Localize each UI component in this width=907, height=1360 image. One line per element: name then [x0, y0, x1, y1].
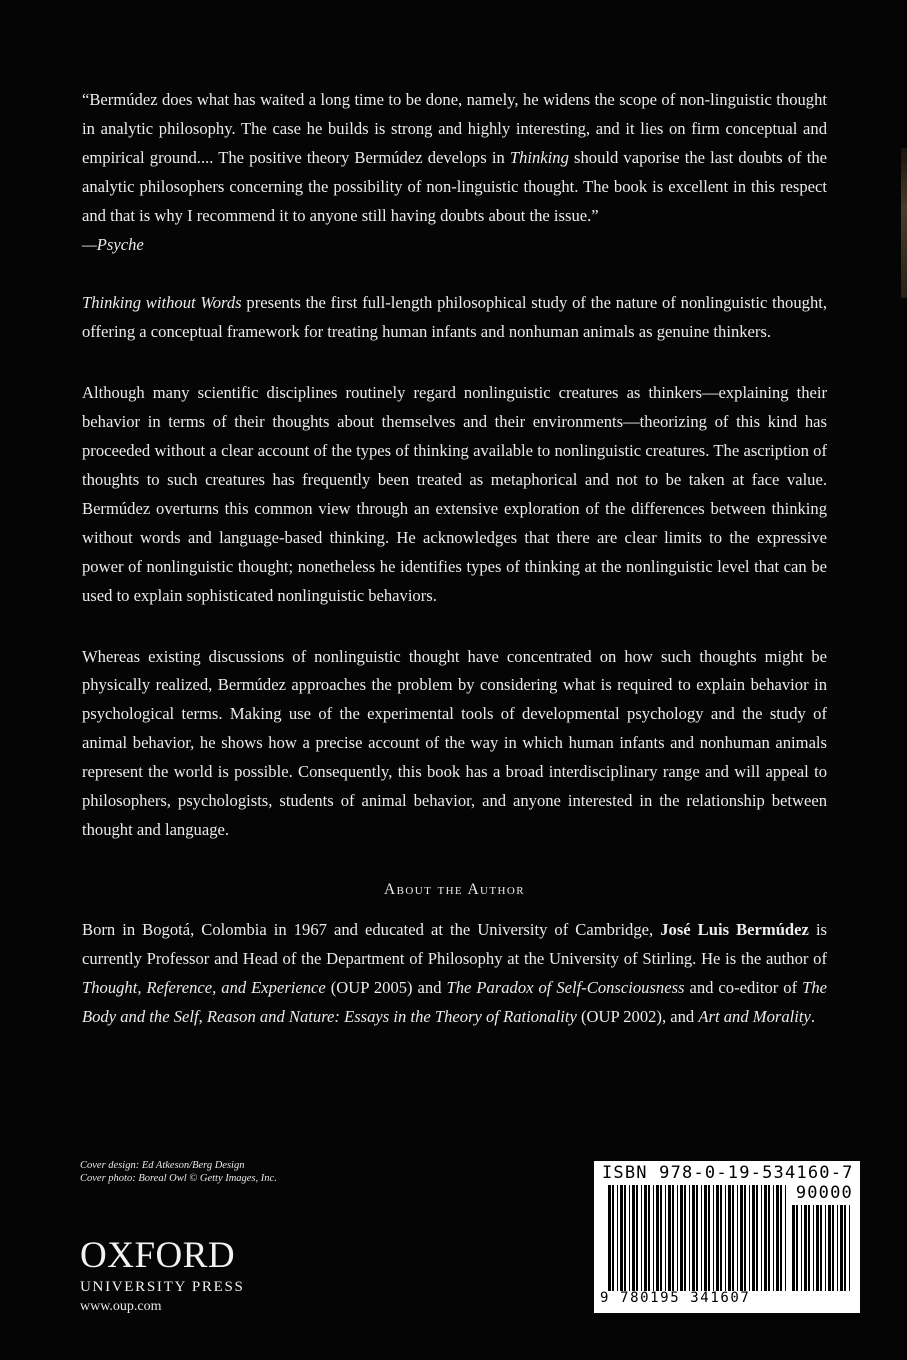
- barcode-bar: [692, 1185, 695, 1291]
- barcode-bar: [708, 1185, 710, 1291]
- description-paragraph-2: Although many scientific disciplines routinely regard nonlinguistic creatures as thinkers—explaining their behavior in terms of their thoughts about themselves and their environments—theorizing of this kind has proceeded without a clear account of the types of thinking available to nonlinguistic creatures. The ascription of thoughts to such creatures has frequently been treated as metaphorical and not to be taken at face value. Bermúdez overturns this common view through an extensive exploration of the differences between thinking without words and language-based thinking. He acknowledges that there are clear limits to the expressive power of nonlinguistic thought; nonetheless he identifies types of thinking at the nonlinguistic level that can be used to explain sophisticated nonlinguistic behaviors.: [82, 383, 827, 605]
- barcode-bar: [780, 1185, 782, 1291]
- barcode-bar: [768, 1185, 770, 1291]
- barcode-bar: [749, 1185, 750, 1291]
- barcode-bar: [680, 1185, 683, 1291]
- barcode-bar: [756, 1185, 758, 1291]
- bio-book-4: Reason and Nature: Essays in the Theory of Rationality: [206, 1006, 577, 1026]
- barcode-bar: [617, 1185, 618, 1291]
- barcode-bar: [825, 1205, 826, 1291]
- barcode-bar: [740, 1185, 743, 1291]
- ean-digits: 9 780195 341607: [600, 1290, 751, 1306]
- barcode-bar: [804, 1205, 807, 1291]
- bio-text-6: (OUP 2002), and: [576, 1006, 699, 1026]
- barcode-bar: [801, 1205, 802, 1291]
- price-code: 90000: [795, 1183, 853, 1203]
- bio-book-3: The Body and the Self: [82, 977, 827, 1026]
- barcode-bar: [665, 1185, 666, 1291]
- cover-design-credit: Cover design: Ed Atkeson/Berg Design: [80, 1160, 245, 1171]
- barcode-bar: [761, 1185, 762, 1291]
- author-bio: [82, 916, 827, 1032]
- barcode-bar: [737, 1185, 738, 1291]
- barcode-bar: [716, 1185, 719, 1291]
- description-paragraph-3: Whereas existing discussions of nonlinguistic thought have concentrated on how such thoughts might be physically realized, Bermúdez approaches the problem by considering what is required to explain behavior in psychological terms. Making use of the experimental tools of developmental psychology and the study of animal behavior, he shows how a precise account of the way in which human infants and nonhuman animals represent the world is possible. Consequently, this book has a broad interdisciplinary range and will appeal to philosophers, psychologists, students of animal behavior, and anyone interested in the relationship between thought and language.: [82, 646, 827, 839]
- barcode-bar: [773, 1185, 774, 1291]
- barcode-bar: [656, 1185, 659, 1291]
- quote-text: “Bermúdez does what has waited a long time to be done, namely, he widens the scope of non-linguistic thought in analytic philosophy. The case he builds is strong and highly interesting, and it lies on firm conceptual and empirical ground.... The positive theory Bermúdez develops in: [82, 90, 827, 167]
- barcode-bar: [816, 1205, 819, 1291]
- barcode-bar: [832, 1205, 834, 1291]
- author-name: José Luis Bermúdez: [660, 919, 809, 939]
- bio-text-4: and co-editor of: [684, 977, 803, 997]
- barcode-bar: [764, 1185, 767, 1291]
- bio-text-3: (OUP 2005) and: [325, 977, 447, 997]
- bio-text-7: .: [810, 1006, 815, 1026]
- publisher-logo: [80, 1235, 245, 1297]
- isbn-barcode: [594, 1161, 860, 1313]
- barcode-bar: [725, 1185, 726, 1291]
- barcode-bar: [813, 1205, 814, 1291]
- quote-text-continued: should vaporise the last doubts of the analytic philosophers concerning the possibility of non-linguistic thought. The book is excellent in this respect and that is why I recommend it to anyone still having doubts about the issue.”: [82, 147, 827, 225]
- publisher-press: UNIVERSITY PRESS: [80, 1279, 245, 1295]
- barcode-bar: [644, 1185, 647, 1291]
- barcode-bar: [701, 1185, 702, 1291]
- publisher-url: www.oup.com: [80, 1299, 162, 1314]
- isbn-label: ISBN 978-0-19-534160-7: [602, 1163, 854, 1183]
- barcode-bar: [849, 1205, 850, 1291]
- barcode-bar: [713, 1185, 714, 1291]
- barcode-bar: [820, 1205, 822, 1291]
- back-cover-text: [82, 86, 827, 1031]
- barcode-bar: [792, 1205, 795, 1291]
- description-text-1: presents the first full-length philosophical study of the nature of nonlinguistic thought, offering a conceptual framework for treating human infants and nonhuman animals as genuine thinkers.: [82, 293, 827, 342]
- barcode-bar: [672, 1185, 674, 1291]
- barcode-bar: [808, 1205, 810, 1291]
- barcode-bar: [684, 1185, 686, 1291]
- barcode-bar: [608, 1185, 611, 1291]
- about-author-heading: About the Author: [384, 880, 525, 898]
- barcode-bar: [837, 1205, 838, 1291]
- quote-book-title: Thinking: [509, 147, 569, 167]
- bio-book-2: The Paradox of Self-Consciousness: [446, 977, 685, 997]
- description-paragraph-1: [82, 289, 827, 347]
- quote-source: —Psyche: [82, 234, 144, 254]
- barcode-bar: [796, 1205, 798, 1291]
- bio-text-1: Born in Bogotá, Colombia in 1967 and educated at the University of Cambridge,: [82, 919, 661, 939]
- barcode-bar: [720, 1185, 722, 1291]
- review-quote: [82, 86, 827, 259]
- barcode-bar: [785, 1185, 786, 1291]
- barcode-bar: [689, 1185, 690, 1291]
- barcode-bar: [648, 1185, 650, 1291]
- barcode-bar: [704, 1185, 707, 1291]
- barcode-bar: [653, 1185, 654, 1291]
- publisher-name: OXFORD: [80, 1235, 236, 1276]
- barcode-bar: [632, 1185, 635, 1291]
- barcode-bar: [728, 1185, 731, 1291]
- barcode-bar: [660, 1185, 662, 1291]
- barcode-bar: [641, 1185, 642, 1291]
- barcode-bar: [752, 1185, 755, 1291]
- bio-book-1: Thought, Reference, and Experience: [82, 977, 326, 997]
- barcode-bar: [828, 1205, 831, 1291]
- barcode-bar: [696, 1185, 698, 1291]
- cover-edge: [901, 148, 907, 298]
- barcode-bar: [677, 1185, 678, 1291]
- barcode-bar: [620, 1185, 623, 1291]
- bio-text-5: ,: [198, 1006, 207, 1026]
- barcode-bar: [844, 1205, 846, 1291]
- cover-credits: [80, 1160, 277, 1185]
- bio-book-5: Art and Morality: [698, 1006, 811, 1026]
- barcode-bar: [612, 1185, 614, 1291]
- barcode-bar: [732, 1185, 734, 1291]
- barcode-bar: [636, 1185, 638, 1291]
- barcode-bar: [840, 1205, 843, 1291]
- barcode-bar: [629, 1185, 630, 1291]
- barcode-bar: [776, 1185, 779, 1291]
- bio-text-2: is currently Professor and Head of the Department of Philosophy at the University of Stirling. He is the author of: [82, 919, 828, 968]
- barcode-bar: [668, 1185, 671, 1291]
- barcode-bar: [744, 1185, 746, 1291]
- book-title: Thinking without Words: [82, 293, 242, 313]
- cover-photo-credit: Cover photo: Boreal Owl © Getty Images, Inc.: [80, 1172, 277, 1184]
- barcode-bar: [624, 1185, 626, 1291]
